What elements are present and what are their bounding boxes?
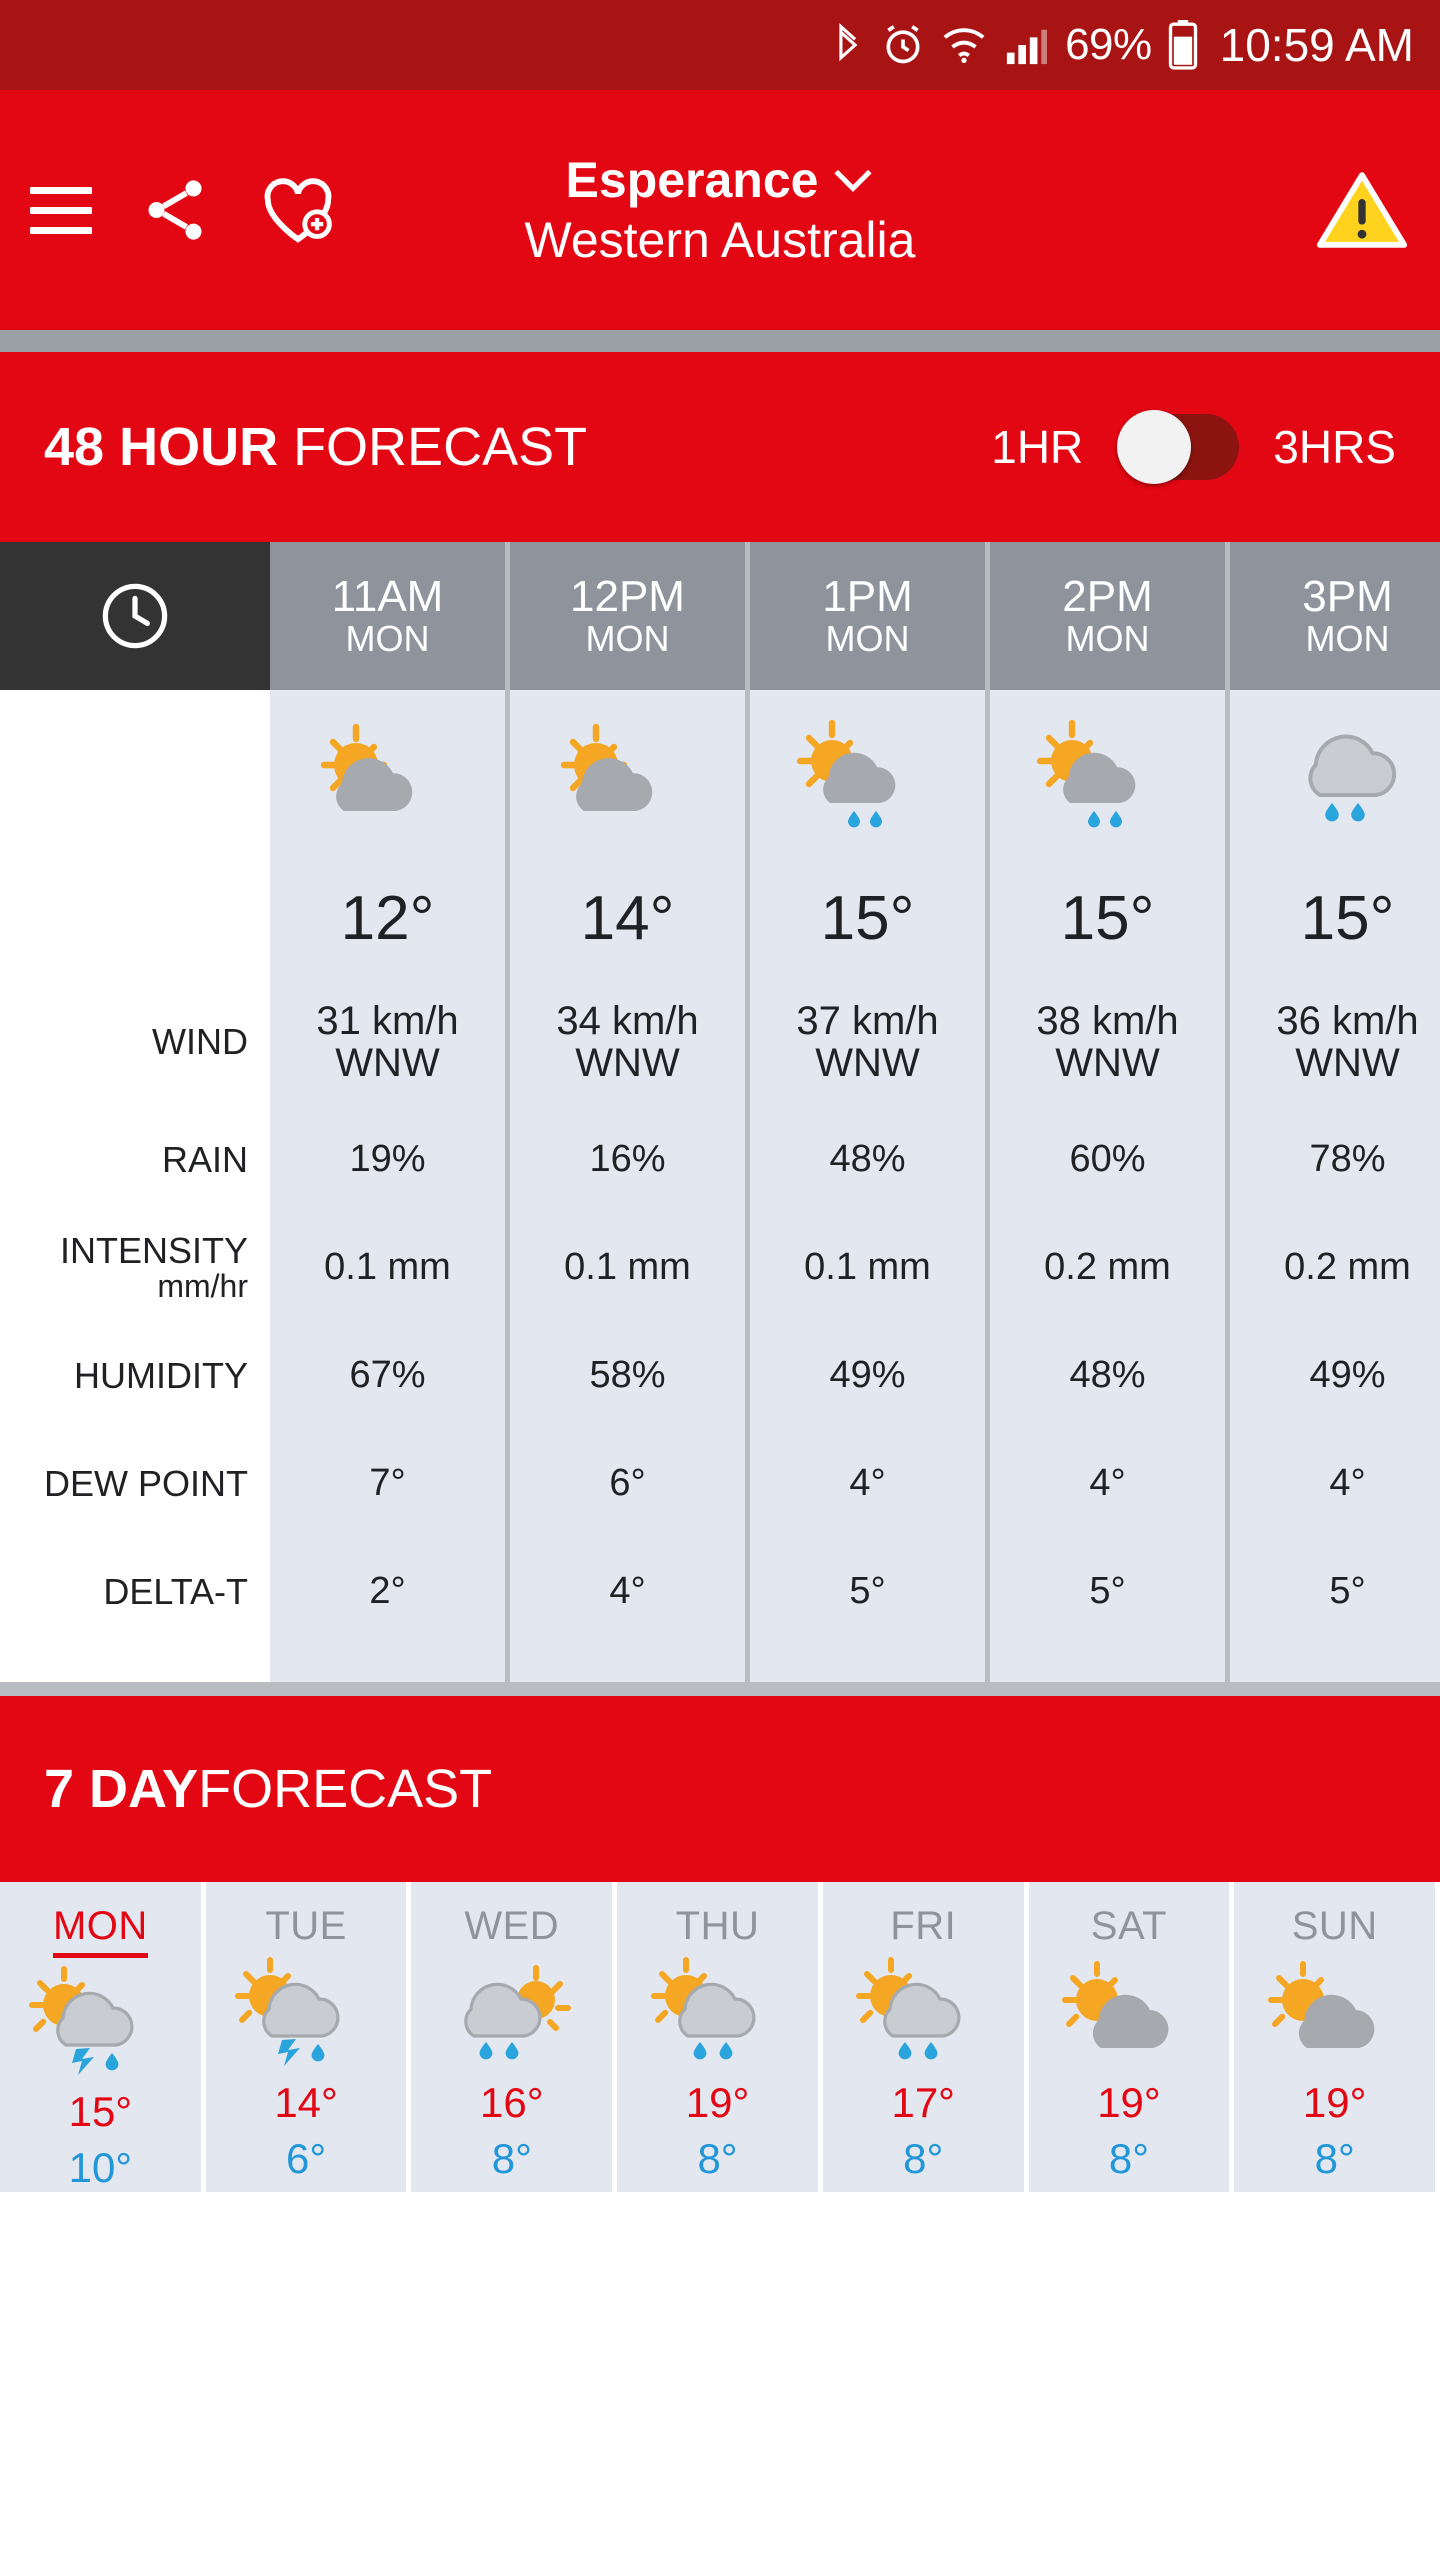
hour-label: 11AM — [331, 571, 444, 621]
row-label-dewpoint — [0, 1430, 270, 1538]
day-max-temp: 16° — [480, 2079, 544, 2126]
row-label-temp — [0, 860, 270, 978]
toggle-label-3hrs[interactable]: 3HRS — [1273, 421, 1396, 473]
wind-speed: 37 km/h — [796, 999, 939, 1043]
wind-value — [750, 978, 985, 1106]
day-label: MON — [1065, 618, 1150, 660]
hourly-column[interactable] — [990, 542, 1230, 1682]
hour-label: 1PM — [822, 571, 913, 621]
day-column-sat[interactable] — [1029, 1882, 1235, 2192]
day-name: MON — [53, 1904, 148, 1958]
deltat-value: 2° — [369, 1570, 406, 1613]
forecast-48hr-bar — [0, 352, 1440, 542]
dewpoint-value: 6° — [609, 1462, 646, 1505]
dewpoint-value: 4° — [1089, 1462, 1126, 1505]
row-label-intensity — [0, 1214, 270, 1322]
battery-percent: 69% — [1065, 20, 1152, 69]
menu-icon[interactable] — [30, 187, 92, 234]
day-min-temp: 10° — [68, 2144, 133, 2191]
wind-speed: 34 km/h — [556, 999, 699, 1043]
sun-cloud-icon — [270, 690, 505, 860]
row-label-humidity — [0, 1322, 270, 1430]
signal-icon — [1003, 24, 1049, 66]
wind-direction: WNW — [1295, 1041, 1400, 1085]
day-label: MON — [585, 618, 670, 660]
day-max-temp: 19° — [1097, 2079, 1161, 2126]
humidity-value: 67% — [349, 1354, 426, 1397]
sun-cloud-rain-icon — [843, 1949, 1003, 2079]
hourly-column[interactable] — [510, 542, 750, 1682]
temperature-value: 15° — [1060, 884, 1155, 954]
wind-direction: WNW — [815, 1041, 920, 1085]
wind-value — [510, 978, 745, 1106]
humidity-value: 58% — [589, 1354, 666, 1397]
wind-speed: 36 km/h — [1276, 999, 1419, 1043]
hourly-column[interactable] — [750, 542, 990, 1682]
bluetooth-icon — [831, 22, 865, 68]
rain-value: 16% — [589, 1138, 666, 1181]
sun-cloud-storm-icon — [20, 1958, 180, 2088]
day-min-temp: 6° — [286, 2135, 327, 2182]
sun-cloud-storm-icon — [226, 1949, 386, 2079]
day-column-thu[interactable] — [617, 1882, 823, 2192]
region-label: Western Australia — [524, 212, 916, 268]
chevron-down-icon — [832, 167, 874, 193]
deltat-value: 5° — [1089, 1570, 1126, 1613]
forecast-48hr-title — [44, 416, 587, 478]
sun-cloud-rain-icon — [750, 690, 985, 860]
hourly-columns[interactable] — [270, 542, 1440, 1682]
row-label-humidity-text: HUMIDITY — [74, 1355, 248, 1397]
deltat-value: 5° — [1329, 1570, 1366, 1613]
rain-value: 60% — [1069, 1138, 1146, 1181]
page-title: Esperance — [565, 152, 819, 208]
wind-speed: 38 km/h — [1036, 999, 1179, 1043]
wind-value — [1230, 978, 1440, 1106]
day-column-sun[interactable] — [1234, 1882, 1440, 2192]
day-min-temp: 8° — [697, 2135, 738, 2182]
forecast-7day-title-rest: FORECAST — [198, 1759, 493, 1819]
share-icon[interactable] — [138, 173, 212, 247]
day-column-tue[interactable] — [206, 1882, 412, 2192]
row-label-intensity-unit: mm/hr — [157, 1268, 248, 1305]
temperature-value: 12° — [340, 884, 435, 954]
row-label-wind-text: WIND — [152, 1021, 248, 1063]
hourly-row-labels — [0, 542, 270, 1682]
sun-cloud-icon — [1255, 1949, 1415, 2079]
deltat-value: 4° — [609, 1570, 646, 1613]
sun-cloud-icon — [1049, 1949, 1209, 2079]
day-name: SAT — [1090, 1904, 1168, 1948]
day-column-wed[interactable] — [411, 1882, 617, 2192]
intensity-value: 0.1 mm — [564, 1246, 691, 1289]
sun-cloud-rain-icon — [990, 690, 1225, 860]
day-max-temp: 17° — [891, 2079, 955, 2126]
row-label-intensity-text: INTENSITY — [59, 1230, 248, 1272]
temperature-value: 15° — [1300, 884, 1395, 954]
status-time: 10:59 AM — [1219, 19, 1414, 71]
day-label: MON — [1305, 618, 1390, 660]
day-min-temp: 8° — [491, 2135, 532, 2182]
interval-toggle[interactable] — [1117, 414, 1239, 480]
rain-value: 78% — [1309, 1138, 1386, 1181]
dewpoint-value: 4° — [849, 1462, 886, 1505]
favorite-add-icon[interactable] — [258, 172, 338, 248]
hourly-column[interactable] — [1230, 542, 1440, 1682]
cloud-rain-icon — [1230, 690, 1440, 860]
day-name: WED — [464, 1904, 560, 1948]
seven-day-forecast — [0, 1882, 1440, 2192]
forecast-48hr-title-bold: 48 HOUR — [44, 417, 279, 477]
alarm-icon — [881, 23, 925, 67]
row-label-dewpoint-text: DEW POINT — [44, 1463, 248, 1505]
temperature-value: 14° — [580, 884, 675, 954]
day-max-temp: 14° — [274, 2079, 338, 2126]
battery-icon — [1168, 20, 1198, 70]
wind-value — [270, 978, 505, 1106]
hourly-forecast-table — [0, 542, 1440, 1682]
section-divider — [0, 1682, 1440, 1696]
row-label-wind — [0, 978, 270, 1106]
hourly-column-header — [270, 542, 505, 690]
dewpoint-value: 7° — [369, 1462, 406, 1505]
wind-speed: 31 km/h — [316, 999, 459, 1043]
forecast-48hr-title-rest: FORECAST — [278, 417, 588, 477]
day-label: MON — [345, 618, 430, 660]
day-name: TUE — [265, 1904, 347, 1948]
rain-value: 19% — [349, 1138, 426, 1181]
wind-direction: WNW — [575, 1041, 680, 1085]
warning-icon[interactable] — [1314, 166, 1410, 254]
clock-icon — [0, 542, 270, 690]
wind-value — [990, 978, 1225, 1106]
day-min-temp: 8° — [1314, 2135, 1355, 2182]
forecast-7day-title-bold: 7 DAY — [44, 1759, 199, 1819]
toggle-knob — [1117, 410, 1191, 484]
day-name: THU — [675, 1904, 760, 1948]
hourly-column-header — [510, 542, 745, 690]
day-name: FRI — [890, 1904, 957, 1948]
wind-direction: WNW — [1055, 1041, 1160, 1085]
rain-value: 48% — [829, 1138, 906, 1181]
day-max-temp: 19° — [685, 2079, 750, 2126]
dewpoint-value: 4° — [1329, 1462, 1366, 1505]
day-max-temp: 15° — [68, 2088, 133, 2135]
row-label-icon — [0, 690, 270, 860]
day-column-mon[interactable] — [0, 1882, 206, 2192]
wifi-icon — [941, 25, 987, 65]
humidity-value: 49% — [1309, 1354, 1386, 1397]
row-label-rain — [0, 1106, 270, 1214]
day-min-temp: 8° — [903, 2135, 944, 2182]
intensity-value: 0.2 mm — [1284, 1246, 1411, 1289]
row-label-rain-text: RAIN — [161, 1139, 248, 1181]
location-selector[interactable] — [566, 151, 875, 209]
hourly-column-header — [990, 542, 1225, 690]
hourly-column[interactable] — [270, 542, 510, 1682]
temperature-value: 15° — [820, 884, 915, 954]
row-label-deltat-text: DELTA-T — [103, 1571, 248, 1613]
hourly-column-header — [1230, 542, 1440, 690]
hour-label: 3PM — [1302, 571, 1393, 621]
app-header — [0, 90, 1440, 330]
day-name: SUN — [1291, 1904, 1378, 1948]
hour-label: 12PM — [570, 571, 685, 621]
forecast-7day-bar — [0, 1696, 1440, 1882]
intensity-value: 0.2 mm — [1044, 1246, 1171, 1289]
humidity-value: 48% — [1069, 1354, 1146, 1397]
sun-cloud-rain-icon — [638, 1949, 798, 2079]
wind-direction: WNW — [335, 1041, 440, 1085]
day-max-temp: 19° — [1302, 2079, 1367, 2126]
intensity-value: 0.1 mm — [804, 1246, 931, 1289]
day-min-temp: 8° — [1108, 2135, 1150, 2182]
sun-cloud-icon — [510, 690, 745, 860]
cloud-rain-sun-icon — [432, 1949, 592, 2079]
header-divider — [0, 330, 1440, 352]
hourly-column-header — [750, 542, 985, 690]
humidity-value: 49% — [829, 1354, 906, 1397]
deltat-value: 5° — [849, 1570, 886, 1613]
toggle-label-1hr[interactable]: 1HR — [991, 421, 1084, 473]
day-label: MON — [825, 618, 910, 660]
intensity-value: 0.1 mm — [324, 1246, 451, 1289]
row-label-deltat — [0, 1538, 270, 1646]
day-column-fri[interactable] — [823, 1882, 1029, 2192]
status-bar — [0, 0, 1440, 90]
hour-label: 2PM — [1062, 571, 1153, 621]
